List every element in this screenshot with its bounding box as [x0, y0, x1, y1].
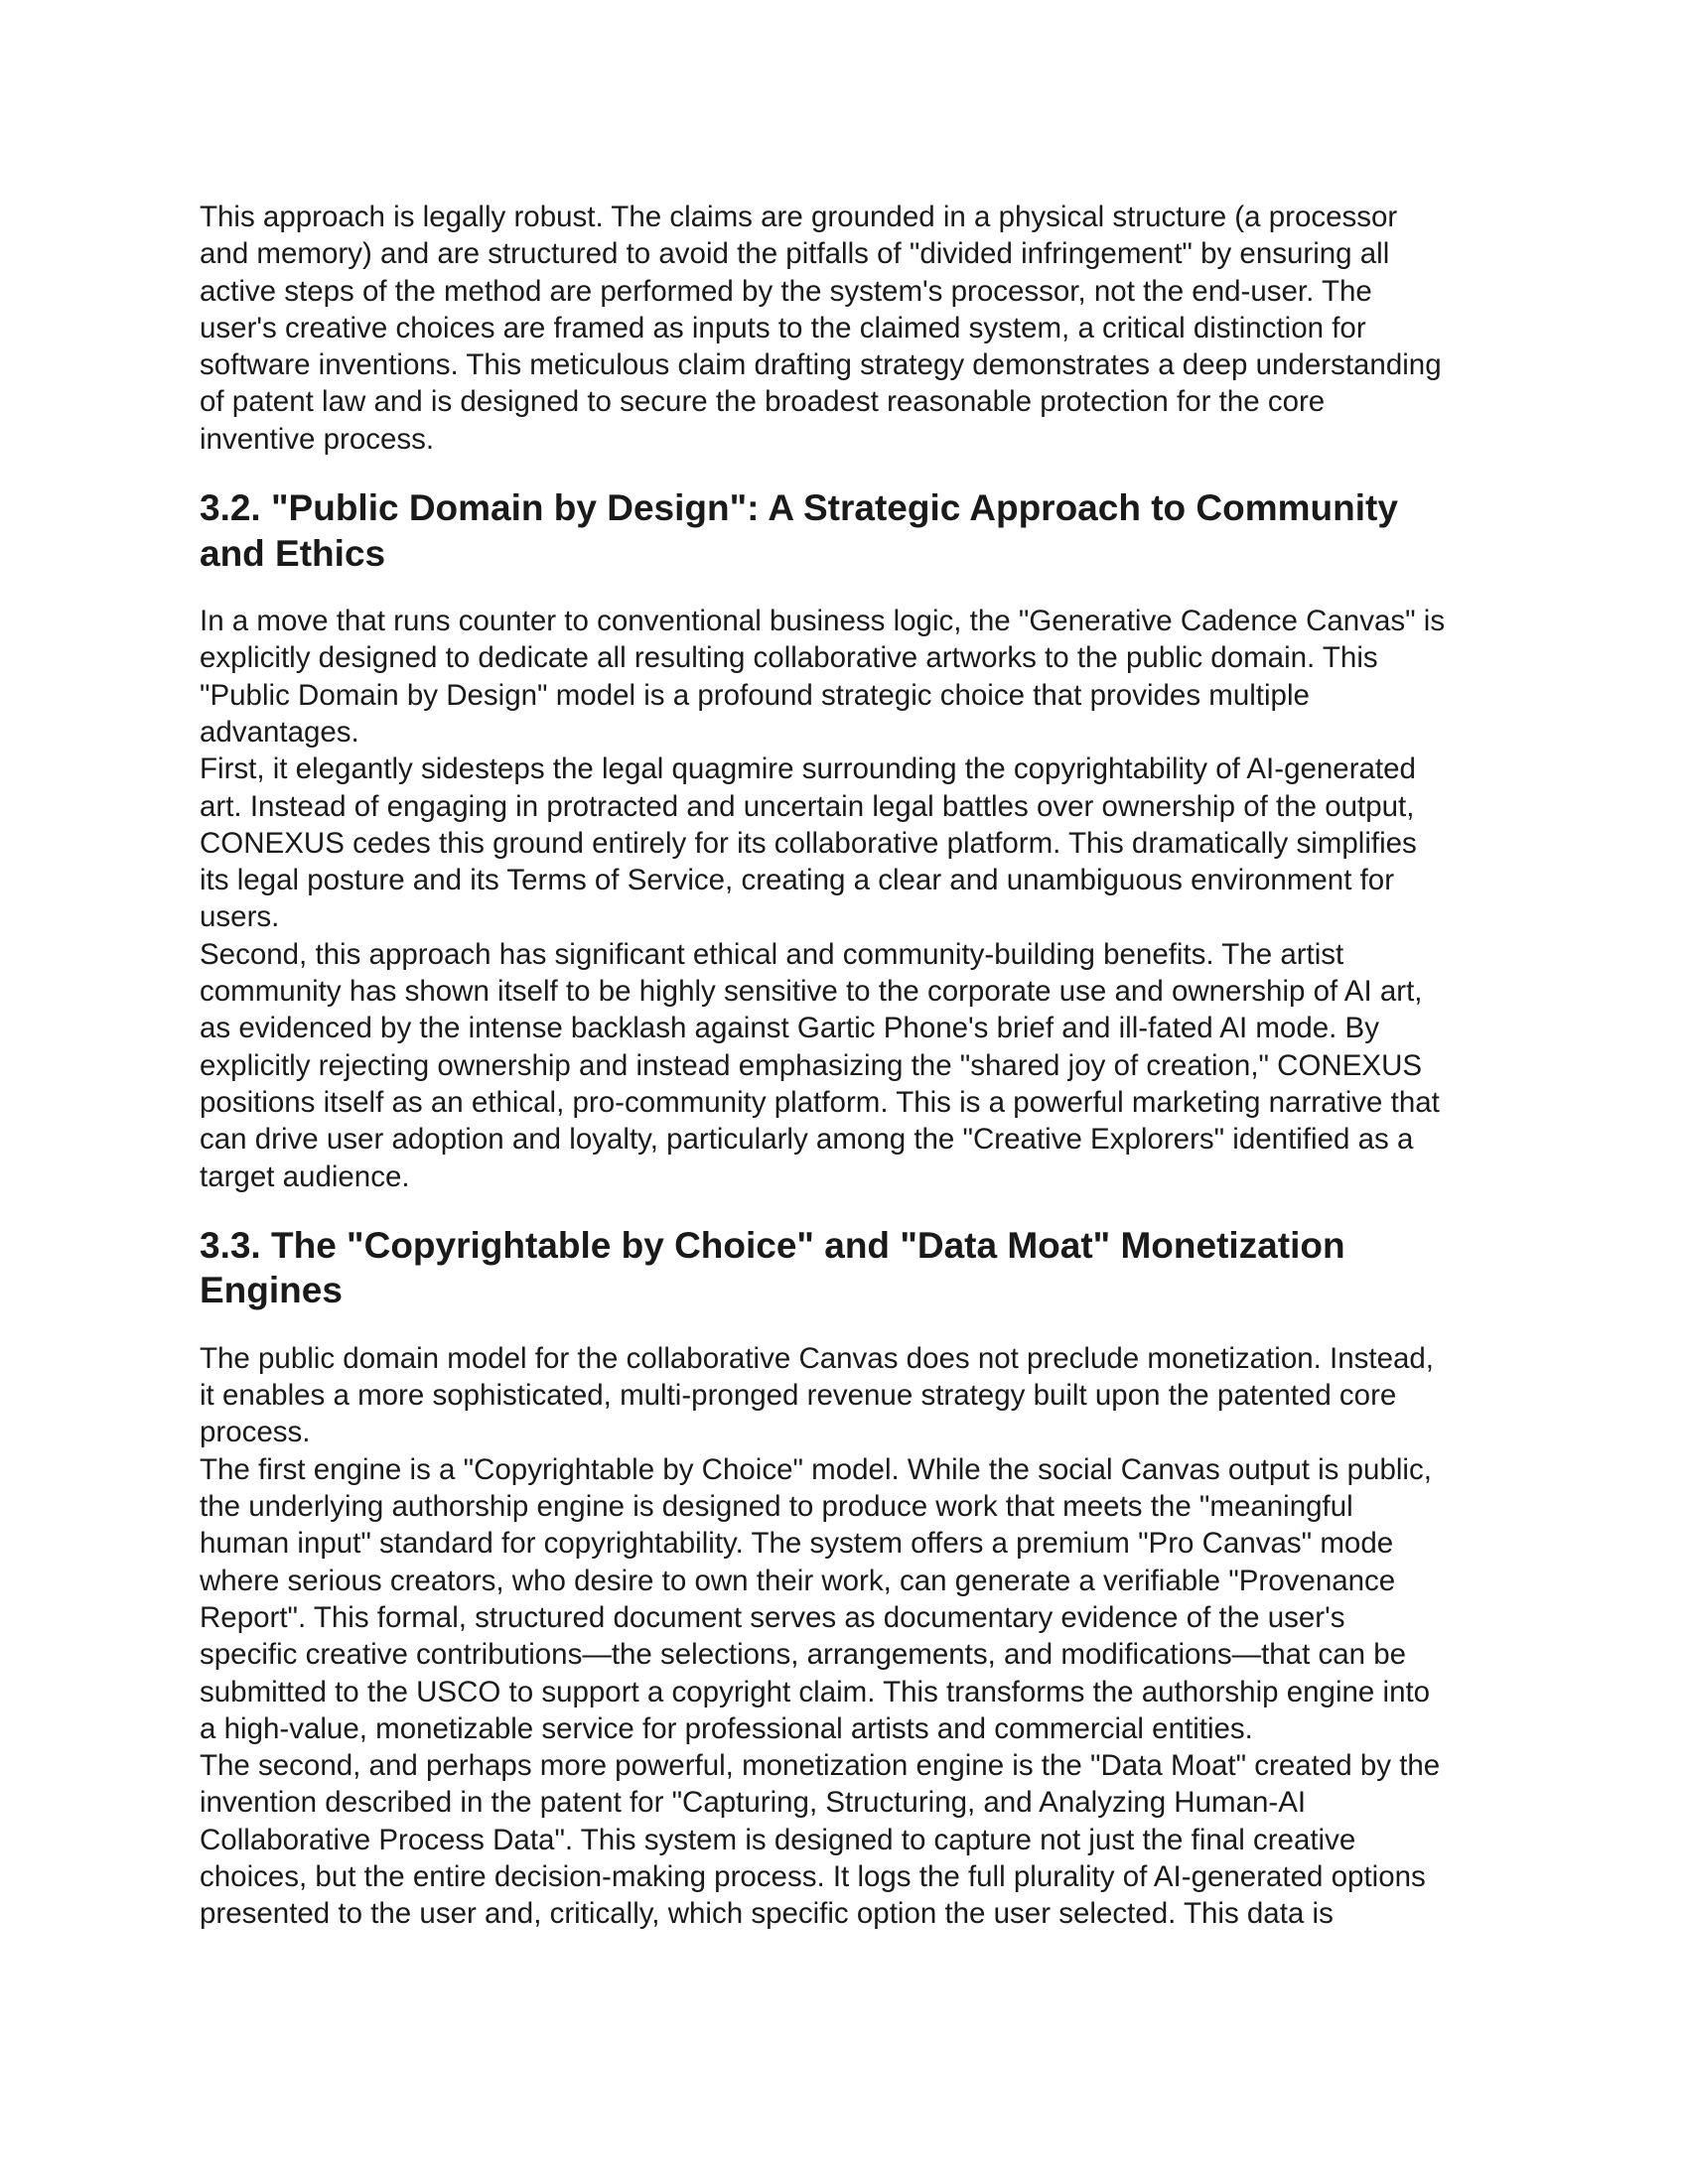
section-3-3-paragraph-3: The second, and perhaps more powerful, monetization engine is the "Data Moat" created by the invention described in the patent for "Capturing, Structuring, and Analyzing Human-AI Collaborative Process Data". This system is designed to capture not just the final creative choices, but the entire decision-making process. It logs the full plurality of AI-generated options presented to the user and, critically, which specific option the user selected. This data is: [200, 1749, 1441, 1931]
section-3-3-body: [200, 1340, 1490, 1933]
section-3-2-paragraph-2: First, it elegantly sidesteps the legal quagmire surrounding the copyrightability of AI-generated art. Instead of engaging in protracted and uncertain legal battles over ownership of the output, CONEXUS cedes this ground entirely for its collaborative platform. This dramatically simplifies its legal posture and its Terms of Service, creating a clear and unambiguous environment for users.: [200, 752, 1417, 934]
section-heading-3-3: 3.3. The "Copyrightable by Choice" and "Data Moat" Monetization Engines: [200, 1224, 1345, 1311]
document-page: [200, 199, 1490, 1933]
intro-paragraph: This approach is legally robust. The claims are grounded in a physical structure (a processor and memory) and are structured to avoid the pitfalls of "divided infringement" by ensuring all active steps of the method are performed by the system's processor, not the end-user. The user's creative choices are framed as inputs to the claimed system, a critical distinction for software inventions. This meticulous claim drafting strategy demonstrates a deep understanding of patent law and is designed to secure the broadest reasonable protection for the core inventive process.: [200, 201, 1442, 456]
section-3-2-paragraph-1: In a move that runs counter to conventional business logic, the "Generative Cadence Canvas" is explicitly designed to dedicate all resulting collaborative artworks to the public domain. This "Public Domain by Design" model is a profound strategic choice that provides multiple advantages.: [200, 605, 1446, 749]
section-3-3-paragraph-2: The first engine is a "Copyrightable by Choice" model. While the social Canvas output is public, the underlying authorship engine is designed to produce work that meets the "meaningful human input" standard for copyrightability. The system offers a premium "Pro Canvas" mode where serious creators, who desire to own their work, can generate a verifiable "Provenance Report". This formal, structured document serves as documentary evidence of the user's specific creative contributions—the selections, arrangements, and modifications—that can be submitted to the USCO to support a copyright claim. This transforms the authorship engine into a high-value, monetizable service for professional artists and commercial entities.: [200, 1452, 1432, 1745]
section-3-3-paragraph-1: The public domain model for the collaborative Canvas does not preclude monetization. Instead, it enables a more sophisticated, multi-pronged revenue strategy built upon the patented core process.: [200, 1341, 1435, 1449]
section-3-2-paragraph-3: Second, this approach has significant ethical and community-building benefits. The artist community has shown itself to be highly sensitive to the corporate use and ownership of AI art, as evidenced by the intense backlash against Gartic Phone's brief and ill-fated AI mode. By explicitly rejecting ownership and instead emphasizing the "shared joy of creation," CONEXUS positions itself as an ethical, pro-community platform. This is a powerful marketing narrative that can drive user adoption and loyalty, particularly among the "Creative Explorers" identified as a target audience.: [200, 937, 1440, 1193]
section-heading-3-2: 3.2. "Public Domain by Design": A Strategic Approach to Community and Ethics: [200, 487, 1398, 574]
section-3-2-body: [200, 603, 1490, 1195]
